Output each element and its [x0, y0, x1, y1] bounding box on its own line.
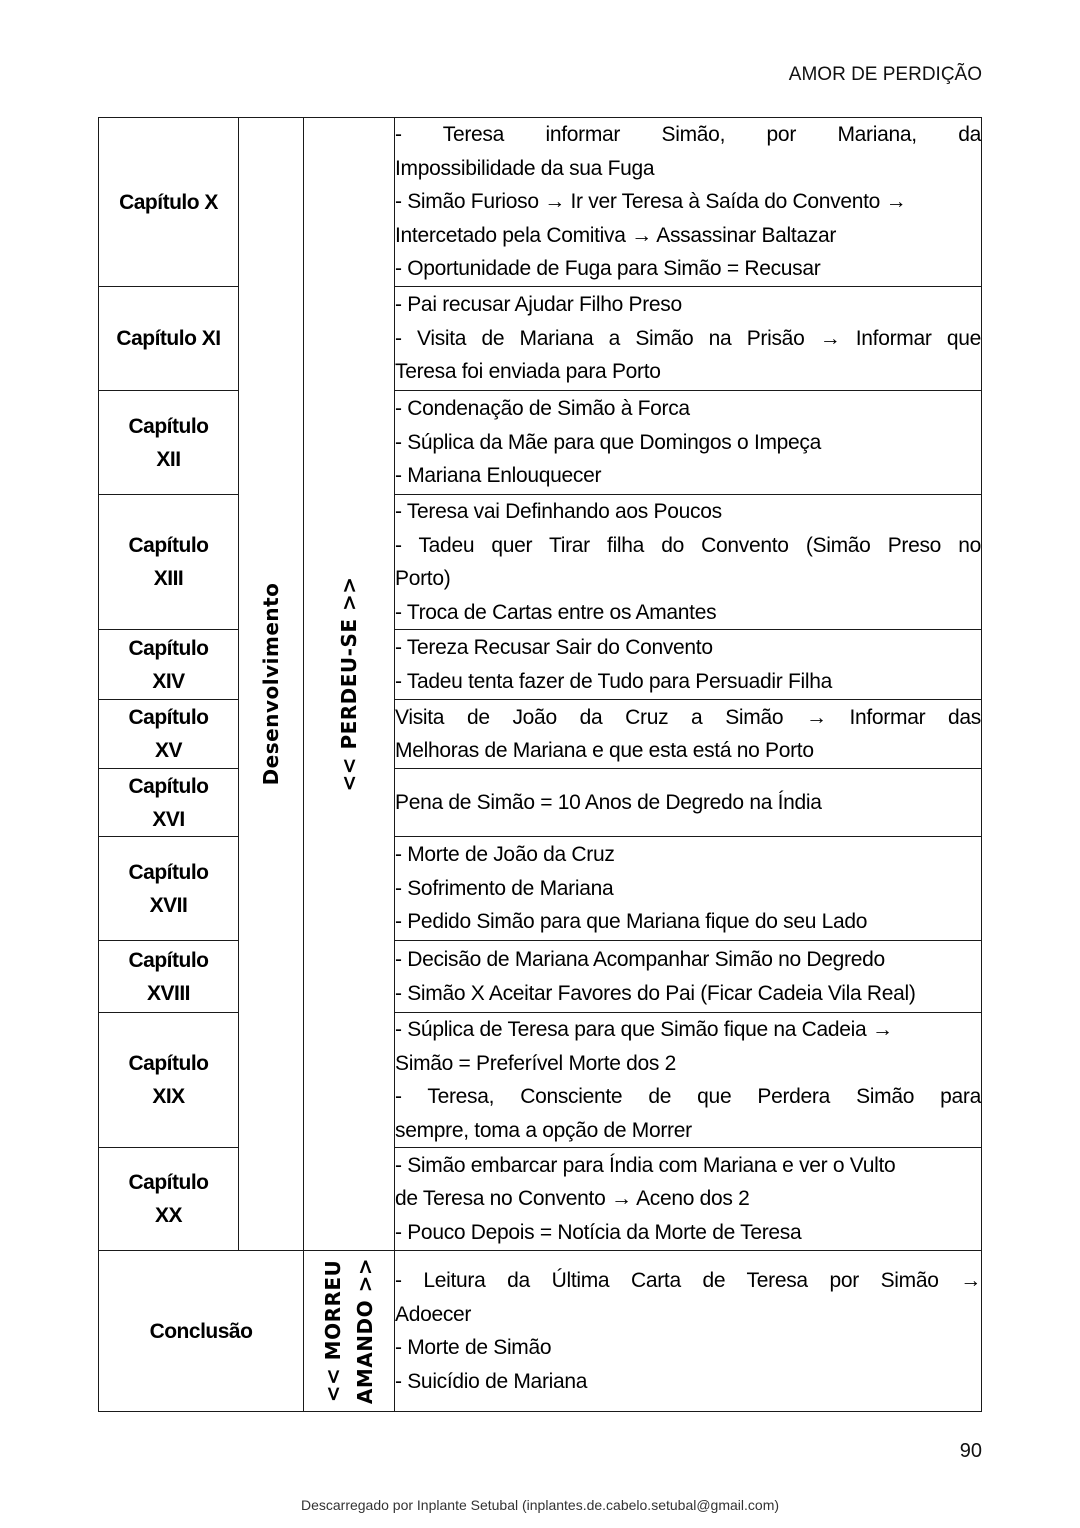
- event-line: de Teresa no Convento → Aceno dos 2: [395, 1187, 750, 1211]
- events-cell: [395, 1148, 982, 1251]
- table-row: [99, 1013, 982, 1148]
- events-cell: [395, 700, 982, 769]
- event-line: - Troca de Cartas entre os Amantes: [395, 600, 717, 624]
- theme-cell-lost: [304, 118, 395, 1251]
- event-line: - Oportunidade de Fuga para Simão = Recusar: [395, 257, 821, 281]
- page-number: 90: [959, 1440, 982, 1462]
- events-cell: [395, 118, 982, 287]
- event-line: Impossibilidade da sua Fuga: [395, 156, 655, 180]
- event-line: - Súplica da Mãe para que Domingos o Impeça: [395, 430, 822, 454]
- chapter-summary-table: [98, 117, 982, 1412]
- event-line: - Morte de Simão: [395, 1336, 552, 1359]
- event-line: - Condenação de Simão à Forca: [395, 397, 690, 421]
- chapter-cell: Capítulo XV: [99, 700, 239, 769]
- event-line: - Simão X Aceitar Favores do Pai (Ficar Cadeia Vila Real): [395, 981, 916, 1005]
- table-row: [99, 495, 982, 630]
- events-cell: [395, 630, 982, 700]
- event-line: - Decisão de Mariana Acompanhar Simão no Degredo: [395, 948, 885, 971]
- running-header-title: AMOR DE PERDIÇÃO: [788, 64, 982, 85]
- event-line: Pena de Simão = 10 Anos de Degredo na Índia: [395, 790, 822, 814]
- table-row: [99, 1148, 982, 1251]
- events-cell: [395, 837, 982, 941]
- chapter-cell: Capítulo XVIII: [99, 941, 239, 1013]
- part-cell-development: [239, 118, 304, 1251]
- chapter-cell: Capítulo XI: [99, 287, 239, 391]
- chapter-cell: Capítulo X: [99, 118, 239, 287]
- conclusion-cell: Conclusão: [99, 1251, 304, 1412]
- download-footer-note: Descarregado por Inplante Setubal (inplantes.de.cabelo.setubal@gmail.com): [300, 1497, 780, 1513]
- events-cell: [395, 1013, 982, 1148]
- events-cell: [395, 391, 982, 495]
- event-line: Teresa foi enviada para Porto: [395, 360, 661, 384]
- chapter-cell: Capítulo XVI: [99, 769, 239, 837]
- event-line: Adoecer: [395, 1302, 472, 1326]
- event-line: Melhoras de Mariana e que esta está no Porto: [395, 739, 814, 762]
- table-row: [99, 941, 982, 1013]
- chapter-cell: Capítulo XIII: [99, 495, 239, 630]
- chapter-cell: Capítulo XIV: [99, 630, 239, 700]
- event-line: - Teresa vai Definhando aos Poucos: [395, 500, 722, 523]
- event-line: Visita de João da Cruz a Simão → Informar das: [395, 705, 981, 729]
- table-row: [99, 837, 982, 941]
- events-cell: [395, 495, 982, 630]
- chapter-cell: Capítulo XIX: [99, 1013, 239, 1148]
- event-line: - Tadeu quer Tirar filha do Convento (Simão Preso no: [395, 533, 981, 557]
- theme-cell-died-loving: [304, 1251, 395, 1412]
- table-row: [99, 630, 982, 700]
- event-line: sempre, toma a opção de Morrer: [395, 1118, 692, 1142]
- event-line: - Teresa, Consciente de que Perdera Simão para: [395, 1085, 981, 1108]
- died-loving-label: << MORREU AMANDO >>: [321, 1257, 377, 1405]
- event-line: - Leitura da Última Carta de Teresa por Simão →: [395, 1269, 981, 1292]
- table-row: [99, 391, 982, 495]
- chapter-cell: Capítulo XVII: [99, 837, 239, 941]
- event-line: - Visita de Mariana a Simão na Prisão → Informar que: [395, 326, 981, 350]
- event-line: - Pai recusar Ajudar Filho Preso: [395, 293, 682, 317]
- event-line: - Simão embarcar para Índia com Mariana e ver o Vulto: [395, 1153, 896, 1177]
- events-cell: [395, 769, 982, 837]
- event-line: Simão = Preferível Morte dos 2: [395, 1051, 677, 1075]
- event-line: - Sofrimento de Mariana: [395, 876, 614, 900]
- chapter-cell: Capítulo XII: [99, 391, 239, 495]
- event-line: - Mariana Enlouquecer: [395, 464, 602, 488]
- event-line: - Tadeu tenta fazer de Tudo para Persuadir Filha: [395, 669, 832, 693]
- events-cell: [395, 287, 982, 391]
- event-line: Porto): [395, 567, 451, 590]
- event-line: - Teresa informar Simão, por Mariana, da: [395, 123, 981, 147]
- events-cell: [395, 941, 982, 1013]
- event-line: - Pedido Simão para que Mariana fique do seu Lado: [395, 910, 868, 934]
- lost-label: << PERDEU-SE >>: [337, 576, 361, 792]
- table-row: [99, 769, 982, 837]
- table-row: [99, 118, 982, 287]
- table-row: [99, 700, 982, 769]
- event-line: Intercetado pela Comitiva → Assassinar Baltazar: [395, 223, 837, 247]
- event-line: - Morte de João da Cruz: [395, 843, 615, 867]
- event-line: - Suicídio de Mariana: [395, 1369, 588, 1393]
- event-line: - Simão Furioso → Ir ver Teresa à Saída do Convento →: [395, 190, 907, 214]
- events-cell: [395, 1251, 982, 1412]
- event-line: - Pouco Depois = Notícia da Morte de Teresa: [395, 1220, 802, 1244]
- event-line: - Tereza Recusar Sair do Convento: [395, 636, 713, 659]
- chapter-cell: Capítulo XX: [99, 1148, 239, 1251]
- table-row: [99, 287, 982, 391]
- development-label: Desenvolvimento: [259, 582, 283, 786]
- table-row-conclusion: [99, 1251, 982, 1412]
- event-line: - Súplica de Teresa para que Simão fique na Cadeia →: [395, 1018, 893, 1041]
